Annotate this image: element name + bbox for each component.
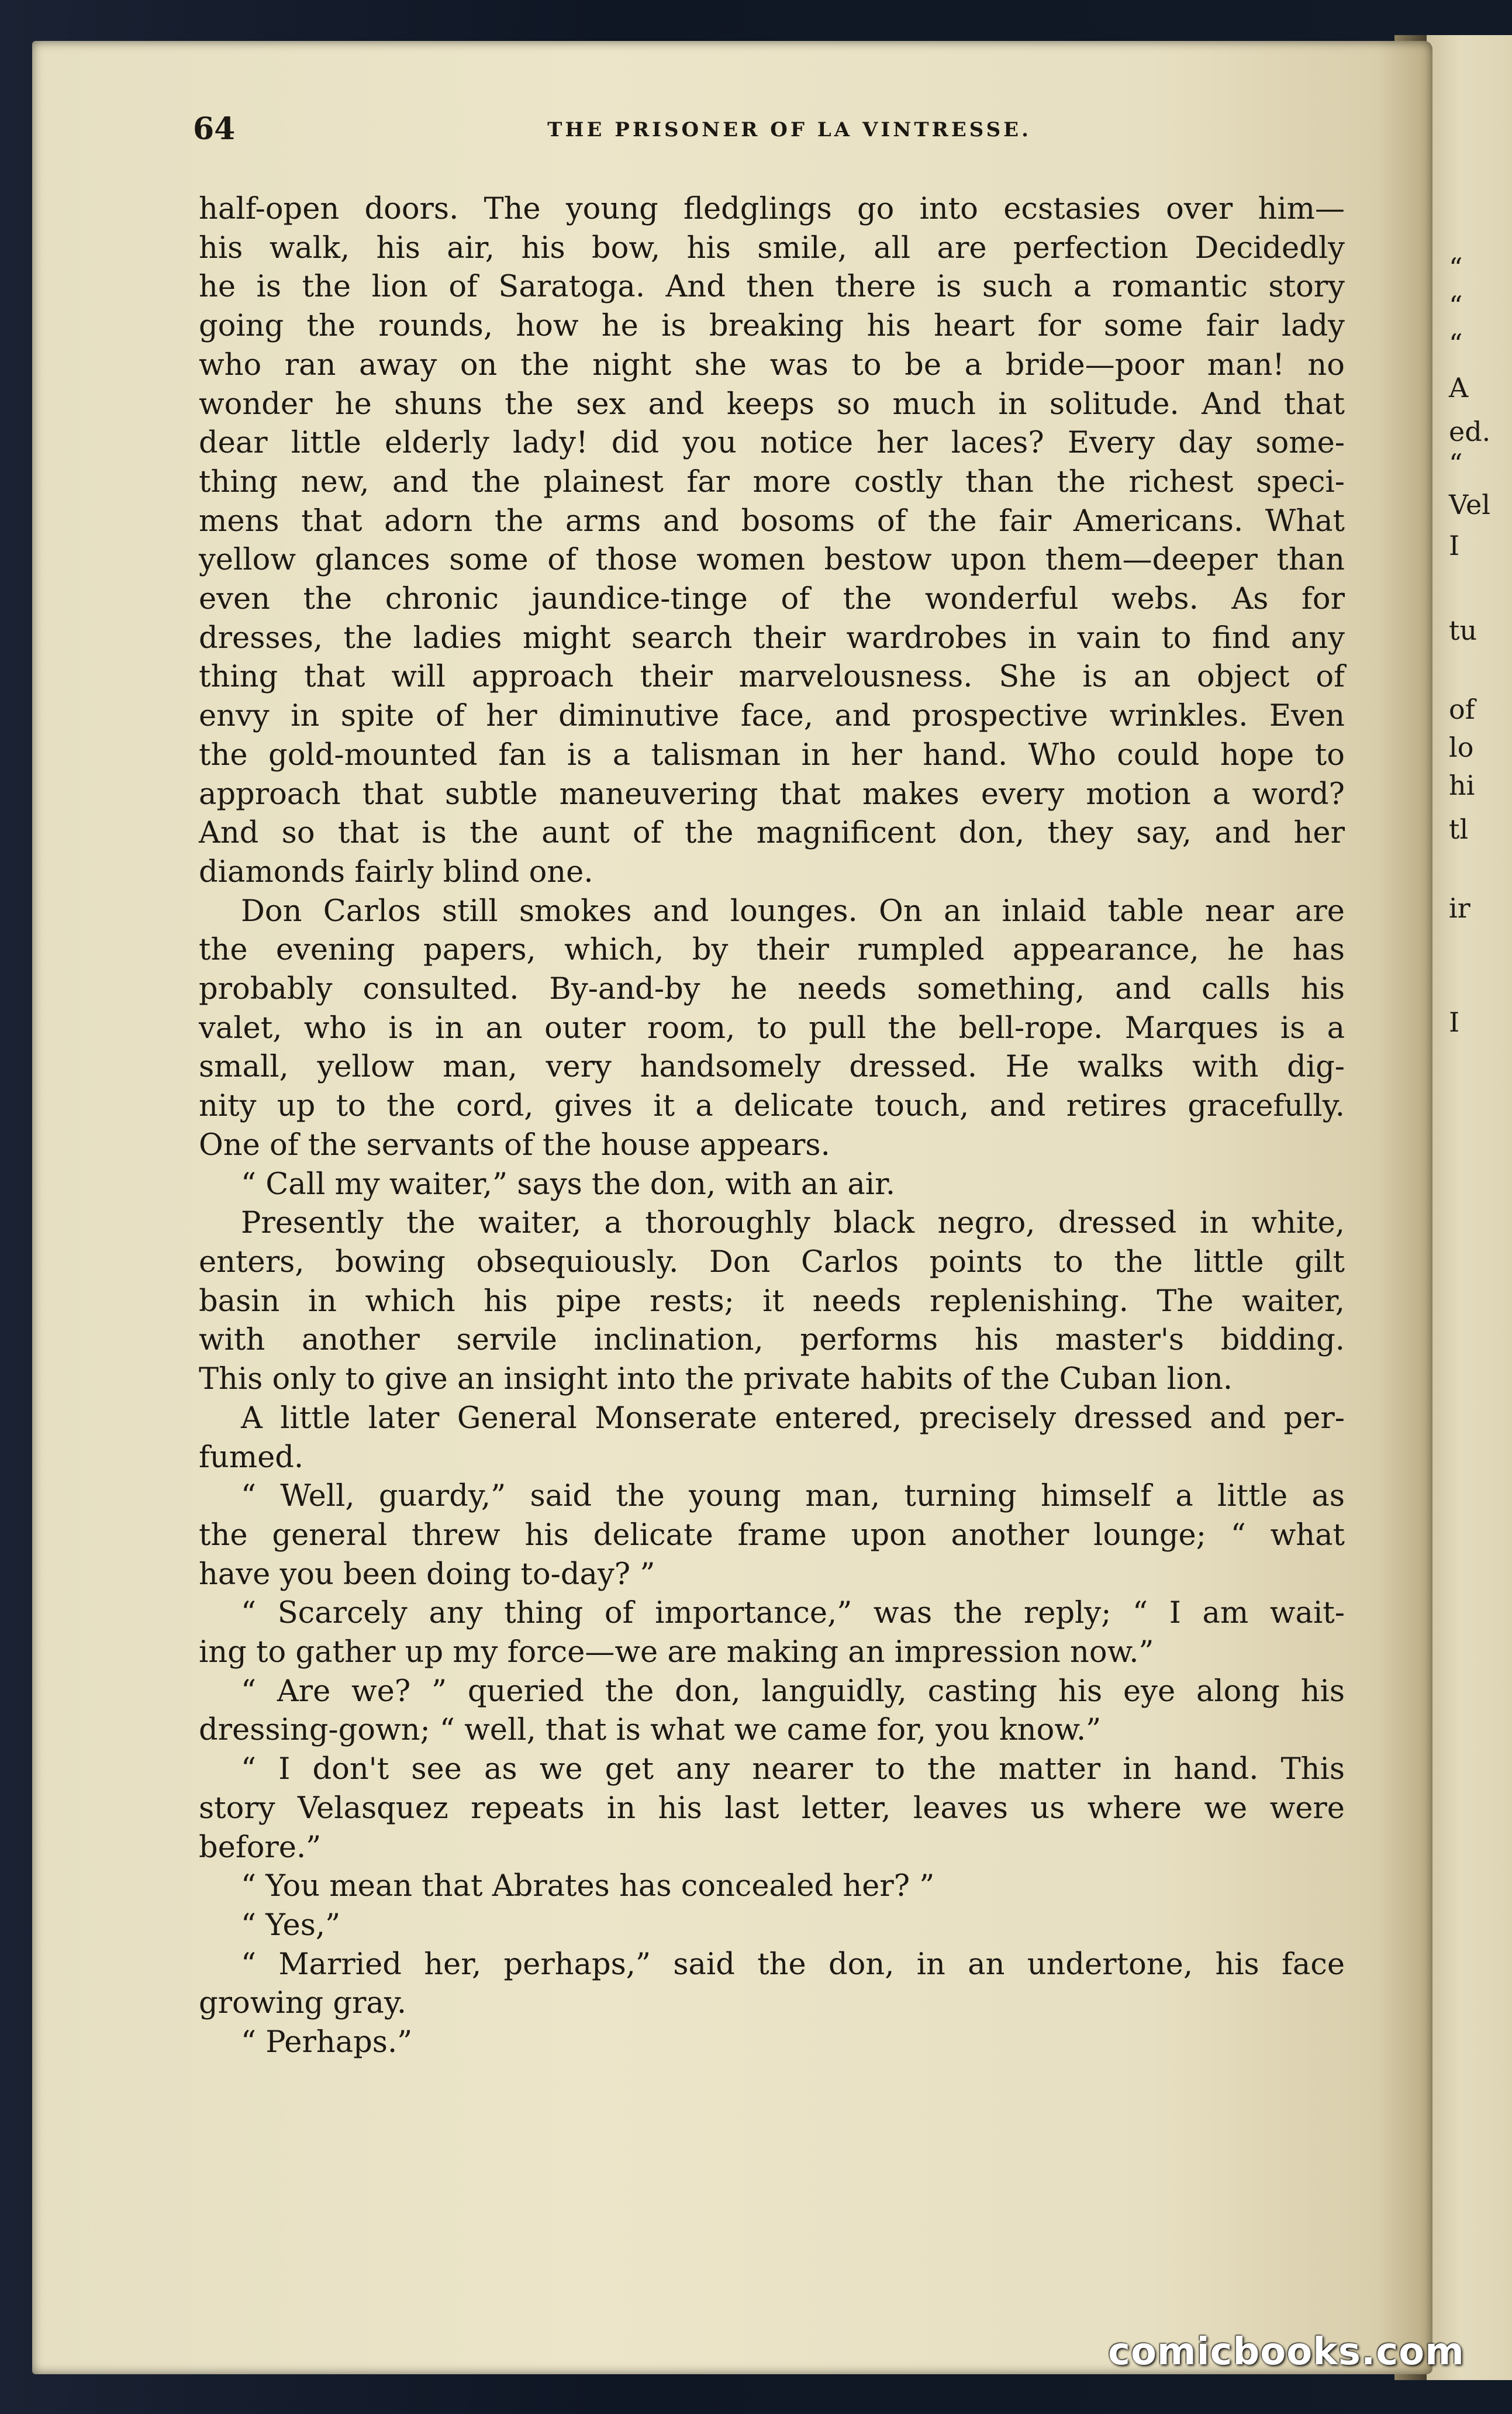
paragraph — [199, 1672, 1345, 1750]
text-line: ing to gather up my force—we are making an impression now.” — [199, 1635, 1154, 1670]
paragraph — [199, 1946, 1345, 2023]
text-line: thing that will approach their marvelousness. She is an object of — [199, 660, 1345, 695]
facing-page-fragment: “ — [1449, 290, 1463, 322]
text-line: One of the servants of the house appears. — [199, 1127, 830, 1163]
paragraph — [199, 1867, 1345, 1906]
text-line: going the rounds, how he is breaking his heart for some fair lady — [199, 309, 1345, 344]
paragraph — [199, 190, 1345, 892]
text-line: “ You mean that Abrates has concealed her? ” — [241, 1869, 935, 1904]
facing-page-fragment: Vel — [1449, 489, 1490, 520]
text-line: This only to give an insight into the private habits of the Cuban lion. — [199, 1362, 1233, 1397]
text-line: half-open doors. The young fledglings go into ecstasies over him— — [199, 192, 1345, 226]
facing-page-fragment: hi — [1449, 770, 1475, 801]
body-text — [199, 190, 1345, 2063]
text-line: the evening papers, which, by their rumpled appearance, he has — [199, 933, 1345, 968]
text-line: “ Yes,” — [241, 1908, 341, 1943]
text-line: Presently the waiter, a thoroughly black negro, dressed in white, — [241, 1206, 1345, 1241]
text-line: story Velasquez repeats in his last letter, leaves us where we were — [199, 1791, 1345, 1826]
paragraph — [199, 1204, 1345, 1399]
text-line: wonder he shuns the sex and keeps so much in solitude. And that — [199, 387, 1345, 422]
text-line: diamonds fairly blind one. — [199, 854, 593, 889]
paragraph — [199, 1399, 1345, 1477]
page-number: 64 — [193, 111, 236, 147]
paragraph — [199, 1906, 1345, 1946]
facing-page-edge — [1427, 35, 1512, 2380]
facing-page-fragment: tl — [1449, 813, 1469, 845]
text-line: with another servile inclination, performs his master's bidding. — [199, 1323, 1345, 1358]
facing-page-fragment: A — [1449, 372, 1469, 404]
paragraph — [199, 2023, 1345, 2063]
paragraph — [199, 1477, 1345, 1594]
facing-page-fragment: tu — [1449, 615, 1478, 646]
text-line: probably consulted. By-and-by he needs something, and calls his — [199, 972, 1345, 1007]
running-head: THE PRISONER OF LA VINTRESSE. — [547, 118, 1031, 142]
text-line: who ran away on the night she was to be a bride—poor man! no — [199, 347, 1345, 382]
text-line: fumed. — [199, 1440, 304, 1475]
page-header — [193, 111, 1386, 158]
facing-page-fragment: “ — [1449, 252, 1463, 284]
text-line: “ Are we? ” queried the don, languidly, casting his eye along his — [241, 1674, 1345, 1709]
text-line: the gold-mounted fan is a talisman in her hand. Who could hope to — [199, 737, 1345, 773]
text-line: thing new, and the plainest far more costly than the richest speci- — [199, 464, 1345, 499]
text-line: basin in which his pipe rests; it needs replenishing. The waiter, — [199, 1284, 1345, 1319]
paragraph — [199, 892, 1345, 1165]
text-line: the general threw his delicate frame upon another lounge; “ what — [199, 1518, 1345, 1553]
facing-page-fragment: ed. — [1449, 416, 1491, 447]
text-line: mens that adorn the arms and bosoms of the fair Americans. What — [199, 504, 1345, 539]
text-line: Don Carlos still smokes and lounges. On an inlaid table near are — [241, 894, 1345, 929]
paragraph — [199, 1594, 1345, 1672]
text-line: And so that is the aunt of the magnificent don, they say, and her — [199, 816, 1345, 851]
text-line: approach that subtle maneuvering that makes every motion a word? — [199, 777, 1345, 812]
text-line: dear little elderly lady! did you notice her laces? Every day some- — [199, 426, 1345, 461]
text-line: small, yellow man, very handsomely dressed. He walks with dig- — [199, 1050, 1345, 1085]
text-line: “ Well, guardy,” said the young man, turning himself a little as — [241, 1479, 1345, 1514]
facing-page-fragment: I — [1449, 1006, 1460, 1038]
facing-page-fragment: of — [1449, 694, 1475, 725]
paragraph — [199, 1750, 1345, 1867]
text-line: “ Perhaps.” — [241, 2025, 413, 2060]
text-line: dressing-gown; “ well, that is what we came for, you know.” — [199, 1713, 1102, 1748]
text-line: nity up to the cord, gives it a delicate touch, and retires gracefully. — [199, 1089, 1345, 1124]
text-line: “ I don't see as we get any nearer to the matter in hand. This — [241, 1752, 1345, 1787]
text-line: even the chronic jaundice-tinge of the wonderful webs. As for — [199, 582, 1345, 617]
site-watermark: comicbooks.com — [1108, 2330, 1465, 2374]
facing-page-fragment: “ — [1449, 328, 1463, 360]
text-line: dresses, the ladies might search their wardrobes in vain to find any — [199, 620, 1345, 656]
text-line: he is the lion of Saratoga. And then there is such a romantic story — [199, 270, 1345, 305]
text-line: A little later General Monserate entered, precisely dressed and per- — [241, 1401, 1345, 1436]
text-line: his walk, his air, his bow, his smile, all are perfection Decidedly — [199, 230, 1345, 265]
text-line: valet, who is in an outer room, to pull the bell-rope. Marques is a — [199, 1011, 1345, 1046]
text-line: growing gray. — [199, 1986, 407, 2021]
text-line: before.” — [199, 1830, 322, 1865]
text-line: have you been doing to-day? ” — [199, 1557, 655, 1592]
facing-page-fragment: I — [1449, 530, 1460, 561]
text-line: yellow glances some of those women bestow upon them—deeper than — [199, 543, 1345, 578]
text-line: envy in spite of her diminutive face, and prospective wrinkles. Even — [199, 699, 1345, 734]
text-line: enters, bowing obsequiously. Don Carlos points to the little gilt — [199, 1244, 1345, 1280]
text-line: “ Call my waiter,” says the don, with an air. — [241, 1167, 896, 1202]
facing-page-fragment: “ — [1449, 448, 1463, 480]
paragraph — [199, 1165, 1345, 1205]
text-line: “ Married her, perhaps,” said the don, in an undertone, his face — [241, 1947, 1345, 1982]
text-line: “ Scarcely any thing of importance,” was the reply; “ I am wait- — [241, 1596, 1345, 1631]
facing-page-fragment: lo — [1449, 732, 1474, 763]
facing-page-fragment: ir — [1449, 892, 1470, 924]
